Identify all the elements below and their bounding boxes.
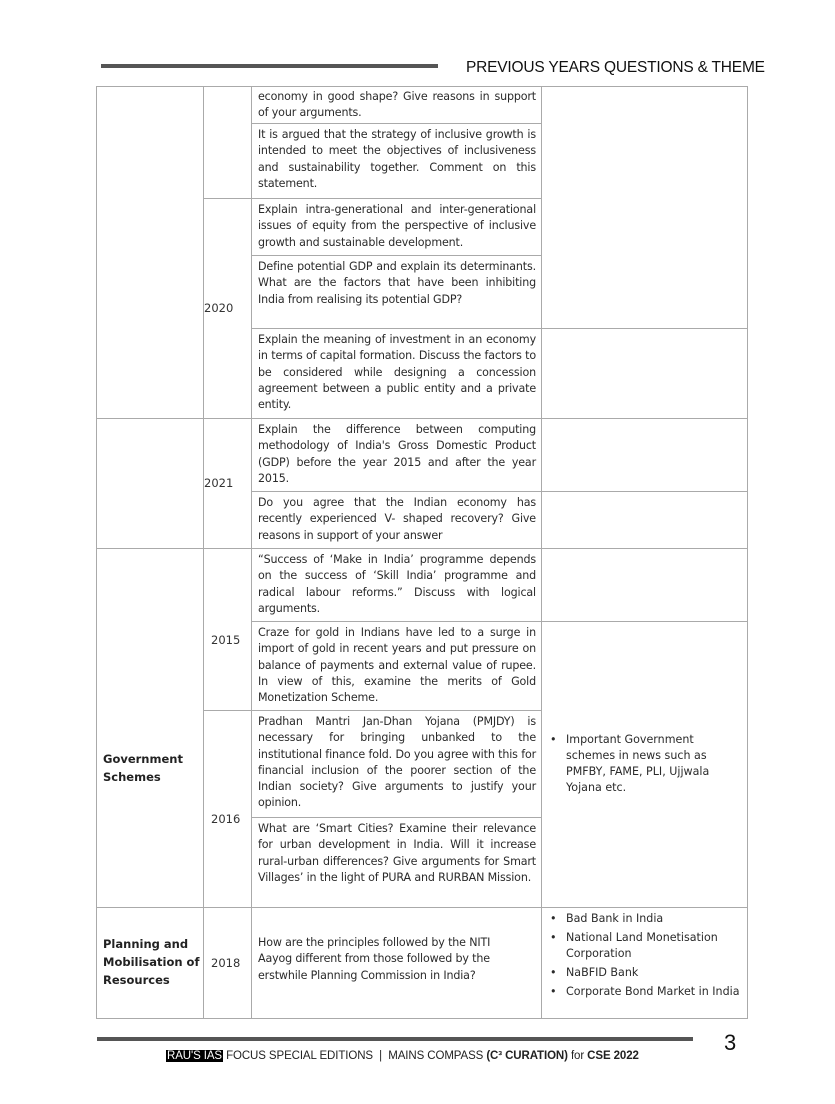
question-text: Craze for gold in Indians have led to a surge in import of gold in recent years and put pressure on balance of payments and external value of rupee. In view of this, examine the merits of Gold Monetization Scheme. bbox=[258, 626, 536, 705]
bullet-icon: • bbox=[550, 733, 557, 746]
bullet-icon: • bbox=[550, 912, 557, 925]
notes-item-text: Important Government schemes in news such as PMFBY, FAME, PLI, Ujjwala Yojana etc. bbox=[566, 733, 710, 794]
theme-label-planning bbox=[103, 935, 199, 989]
page-header-title: PREVIOUS YEARS QUESTIONS & THEME bbox=[466, 59, 765, 76]
theme-cell-empty-2 bbox=[96, 418, 204, 549]
question-text: Explain the meaning of investment in an economy in terms of capital formation. Discuss the factors to be considered while designing a concession agreement between a public entity and a private entity. bbox=[258, 333, 536, 412]
notes-cell bbox=[541, 328, 748, 419]
notes-item-text: Bad Bank in India bbox=[566, 912, 664, 925]
year-cell-empty bbox=[203, 86, 252, 199]
theme-label-government-schemes bbox=[103, 750, 183, 786]
footer-for: for bbox=[567, 1050, 588, 1062]
theme-cell-empty-1 bbox=[96, 86, 204, 419]
question-text: economy in good shape? Give reasons in support of your arguments. bbox=[258, 90, 536, 120]
question-text: It is argued that the strategy of inclusive growth is intended to meet the objectives of inclusiveness and sustainability together. Comment on this statement. bbox=[258, 128, 536, 190]
notes-item bbox=[542, 930, 742, 962]
footer-curation: (C³ CURATION) bbox=[486, 1050, 568, 1062]
theme-line: Resources bbox=[103, 973, 170, 987]
footer-edition: FOCUS SPECIAL EDITIONS | MAINS COMPASS bbox=[222, 1050, 487, 1062]
bullet-icon: • bbox=[550, 985, 557, 998]
notes-item bbox=[542, 965, 742, 981]
year-label: 2015 bbox=[211, 633, 241, 647]
notes-item-text: Corporate Bond Market in India bbox=[566, 985, 740, 998]
question-text: Explain the difference between computing methodology of India's Gross Domestic Product (GDP) before the year 2015 and after the year 2015. bbox=[258, 423, 536, 485]
notes-item-text: National Land Monetisation Corporation bbox=[566, 931, 718, 960]
footer-brand: RAU'S IAS bbox=[167, 1050, 222, 1062]
theme-line: Government bbox=[103, 752, 183, 766]
year-label: 2020 bbox=[204, 301, 234, 315]
theme-line: Planning and bbox=[103, 937, 189, 951]
question-text: Pradhan Mantri Jan-Dhan Yojana (PMJDY) is necessary for bringing unbanked to the institutional finance fold. Do you agree with this for financial inclusion of the poorer section of the Indian society? Give arguments to justify your opinion. bbox=[258, 715, 536, 810]
notes-cell bbox=[541, 491, 748, 549]
theme-cell-government-schemes bbox=[96, 548, 204, 908]
notes-item bbox=[542, 984, 742, 1000]
question-text: How are the principles followed by the NITI Aayog different from those followed by the erstwhile Planning Commission in India? bbox=[258, 936, 491, 982]
year-cell-2016 bbox=[203, 710, 252, 908]
notes-list-planning bbox=[542, 911, 742, 1003]
bullet-icon: • bbox=[550, 931, 557, 944]
notes-item-text: NaBFID Bank bbox=[566, 966, 639, 979]
year-label: 2021 bbox=[204, 476, 234, 490]
question-text: “Success of ‘Make in India’ programme depends on the success of ‘Skill India’ programme and radical labour reforms.” Discuss with logical arguments. bbox=[258, 553, 536, 615]
question-text: Explain intra-generational and inter-generational issues of equity from the perspective of inclusive growth and sustainable development. bbox=[258, 203, 536, 249]
footer-cse: CSE 2022 bbox=[587, 1050, 639, 1062]
theme-line: Mobilisation of bbox=[103, 955, 200, 969]
year-label: 2016 bbox=[211, 812, 241, 826]
footer-rule bbox=[97, 1037, 693, 1041]
notes-item bbox=[542, 911, 742, 927]
notes-item bbox=[542, 732, 722, 796]
notes-cell bbox=[541, 418, 748, 492]
notes-cell bbox=[541, 548, 748, 622]
notes-cell bbox=[541, 86, 748, 329]
theme-line: Schemes bbox=[103, 770, 161, 784]
header-rule bbox=[101, 64, 438, 68]
year-label: 2018 bbox=[211, 956, 241, 970]
year-cell-2015 bbox=[203, 548, 252, 711]
page-number: 3 bbox=[724, 1030, 737, 1055]
question-text: What are ‘Smart Cities? Examine their relevance for urban development in India. Will it increase rural-urban differences? Give arguments for Smart Villages’ in the light of PURA and RURBAN Mission. bbox=[258, 822, 536, 884]
question-text: Do you agree that the Indian economy has recently experienced V- shaped recovery? Give reasons in support of your answer bbox=[258, 496, 536, 542]
notes-list-government-schemes bbox=[542, 732, 722, 799]
footer-text bbox=[166, 1050, 639, 1062]
bullet-icon: • bbox=[550, 966, 557, 979]
question-text: Define potential GDP and explain its determinants. What are the factors that have been inhibiting India from realising its potential GDP? bbox=[258, 260, 536, 306]
